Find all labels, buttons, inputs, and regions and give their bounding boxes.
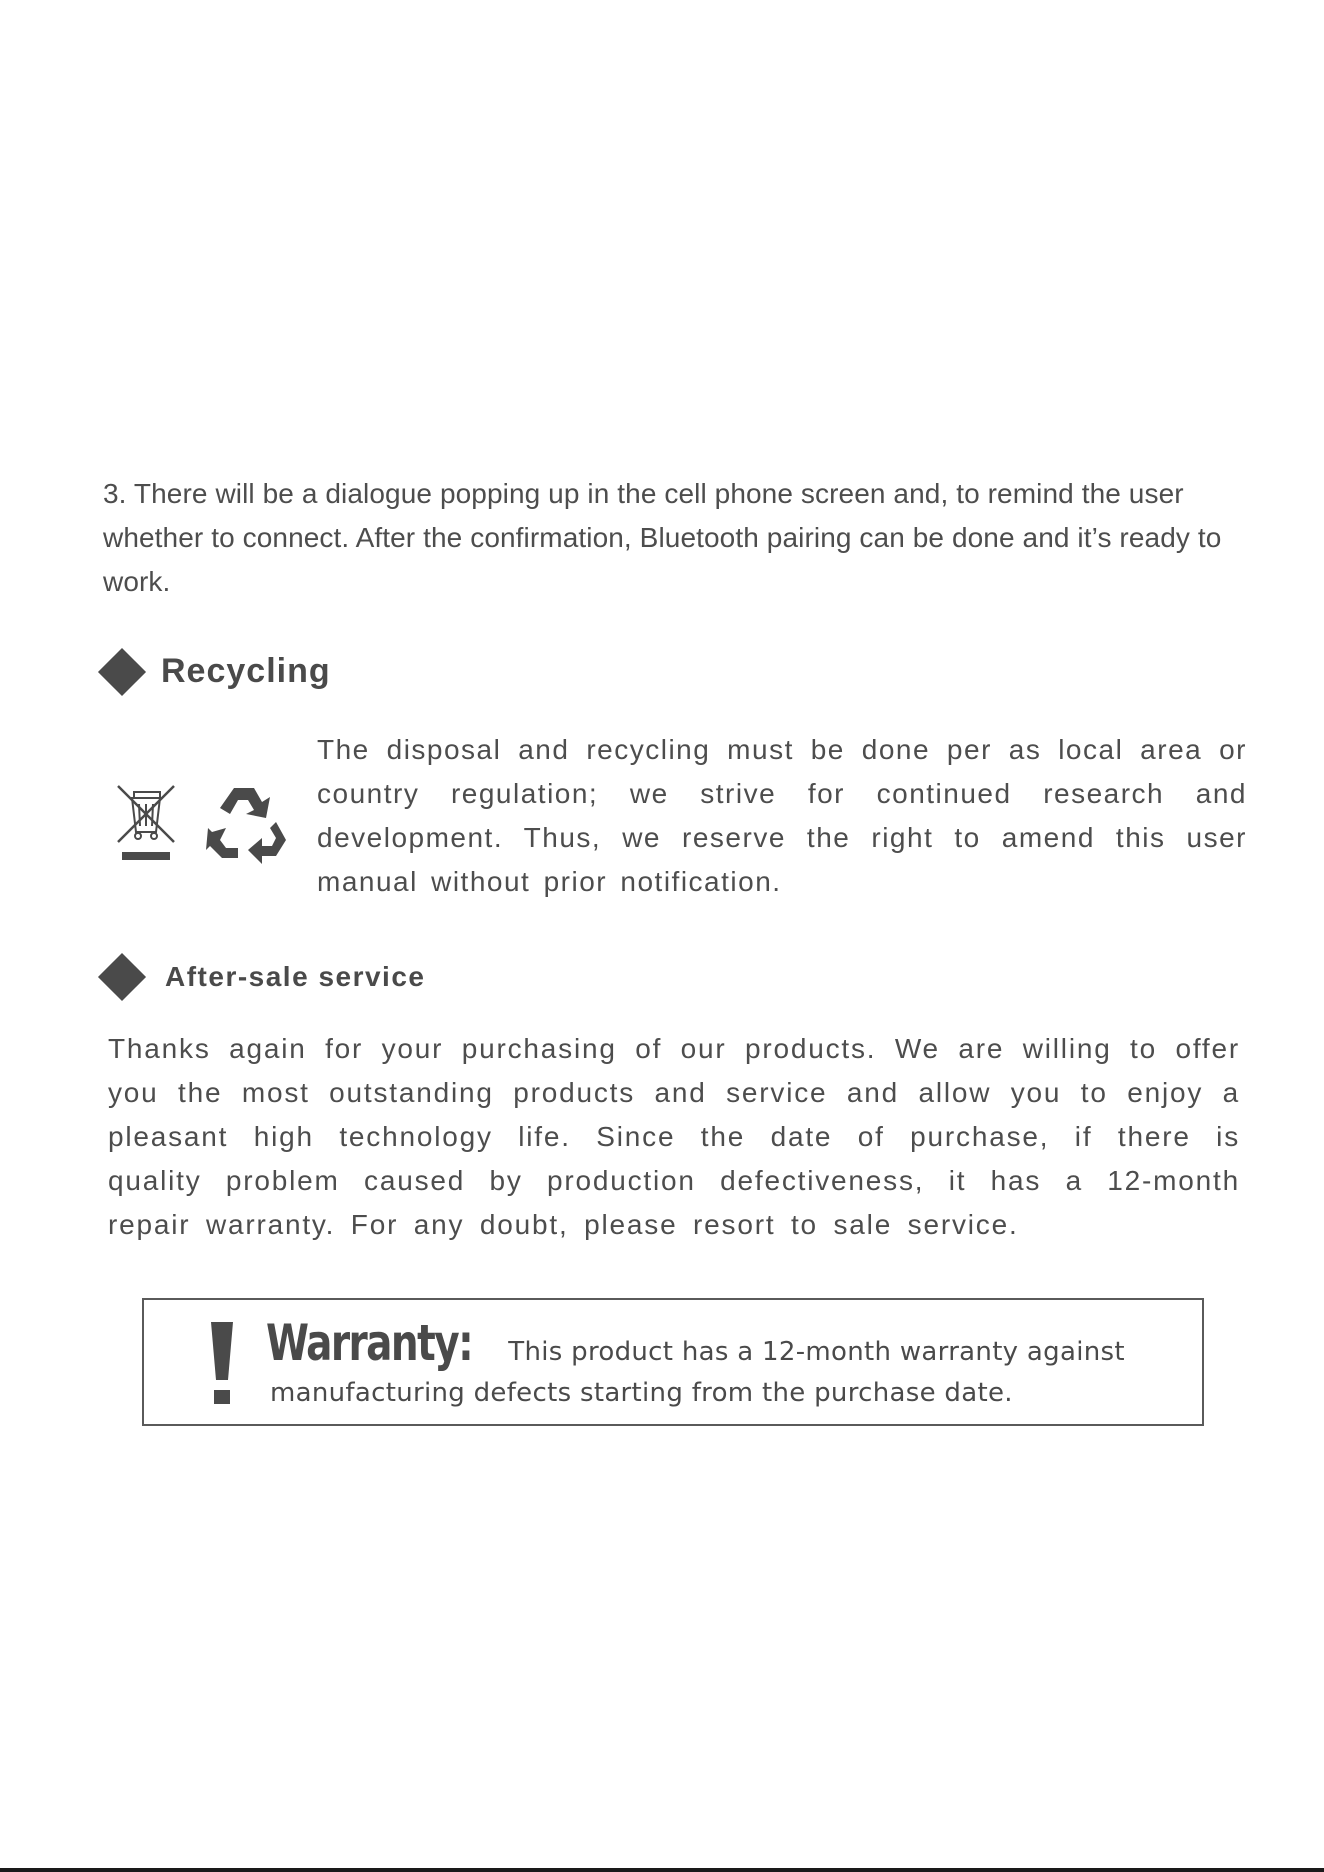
recycling-heading [105,652,331,691]
diamond-bullet-icon [98,647,146,695]
recycling-paragraph: The disposal and recycling must be done per as local area or country regulation; we strive for continued research and development. Thus, we reserve the right to amend this user manual without prior notification. [317,734,1247,897]
warranty-text-2: manufacturing defects starting from the purchase date. [270,1378,1013,1408]
warranty-notice-box [142,1298,1204,1426]
crossed-out-bin-icon [112,782,180,862]
exclamation-icon [210,1322,234,1406]
after-sale-paragraph: Thanks again for your purchasing of our products. We are willing to offer you the most outstanding products and service and allow you to enjoy a pleasant high technology life. Since the date of purchase, if there is quality problem caused by production defectiveness, it has a 12-month repair warranty. For any doubt, please resort to sale service. [108,1033,1240,1240]
after-sale-heading [105,960,425,994]
warranty-title: Warranty: [266,1314,473,1372]
recycle-icon [204,782,290,866]
diamond-bullet-icon [98,953,146,1001]
bottom-edge-rule [0,1868,1324,1872]
after-sale-heading-text: After-sale service [165,961,426,992]
step-3-paragraph: 3. There will be a dialogue popping up in the cell phone screen and, to remind the user whether to connect. After the confirmation, Bluetooth pairing can be done and it’s ready to work. [103,478,1222,597]
recycling-heading-text: Recycling [161,652,331,690]
warranty-line-1 [266,1314,1125,1372]
warranty-text-1: This product has a 12-month warranty against [508,1337,1125,1367]
